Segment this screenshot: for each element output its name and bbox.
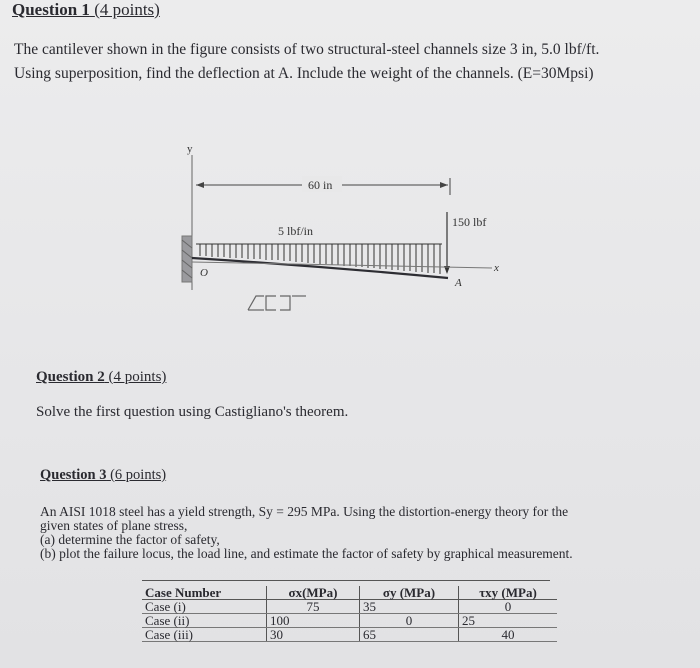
question-2-heading (36, 369, 166, 386)
x-axis-label: x (494, 262, 499, 274)
question-1-number: Question 1 (12, 0, 90, 19)
question-3-text-line-1: An AISI 1018 steel has a yield strength, Sy = 295 MPa. Using the distortion-energy theory for the (40, 504, 569, 519)
table-row (142, 600, 557, 614)
table-header-row (142, 586, 557, 600)
question-3-text-line-4: (b) plot the failure locus, the load line, and estimate the factor of safety by graphical measurement. (40, 546, 573, 561)
cell-sigma-x: 30 (267, 628, 360, 642)
question-3-number: Question 3 (40, 467, 107, 483)
header-sigma-x: σx(MPa) (267, 586, 360, 600)
question-3-heading (40, 467, 166, 484)
cell-case: Case (i) (142, 600, 267, 614)
question-1-text-line-2: Using superposition, find the deflection at A. Include the weight of the channels. (E=30Mpsi) (14, 65, 594, 82)
cell-case: Case (iii) (142, 628, 267, 642)
point-load-label: 150 lbf (452, 215, 487, 229)
y-axis-label: y (187, 143, 193, 155)
cell-sigma-x: 100 (267, 614, 360, 628)
span-arrow-right (440, 182, 448, 188)
origin-label: O (200, 267, 208, 279)
question-1-points: (4 points) (94, 0, 160, 19)
question-3-text-line-3: (a) determine the factor of safety, (40, 532, 220, 547)
cantilever-figure (160, 140, 540, 340)
distributed-load-label: 5 lbf/in (278, 224, 313, 238)
question-2-number: Question 2 (36, 369, 105, 385)
header-sigma-y: σy (MPa) (360, 586, 459, 600)
header-case-number: Case Number (142, 586, 267, 600)
table-row (142, 614, 557, 628)
stress-cases-table (142, 586, 557, 642)
question-2-points: (4 points) (108, 369, 167, 385)
channel-section-icon (248, 296, 306, 310)
cell-sigma-y: 0 (360, 614, 459, 628)
table-row (142, 628, 557, 642)
question-3-text-line-2: given states of plane stress, (40, 518, 188, 533)
cell-tau-xy: 40 (459, 628, 558, 642)
span-label: 60 in (308, 178, 333, 192)
question-1-text-line-1: The cantilever shown in the figure consists of two structural-steel channels size 3 in, 5.0 lbf/ft. (14, 41, 600, 58)
header-tau-xy: τxy (MPa) (459, 586, 558, 600)
point-a-label: A (455, 277, 462, 289)
cell-tau-xy: 25 (459, 614, 558, 628)
cell-sigma-x: 75 (267, 600, 360, 614)
question-2-text: Solve the first question using Castigliano's theorem. (36, 404, 349, 420)
span-arrow-left (196, 182, 204, 188)
cell-case: Case (ii) (142, 614, 267, 628)
cell-sigma-y: 65 (360, 628, 459, 642)
cantilever-diagram (160, 140, 540, 340)
wall-support (182, 236, 192, 282)
cell-sigma-y: 35 (360, 600, 459, 614)
cell-tau-xy: 0 (459, 600, 558, 614)
question-3-points: (6 points) (110, 467, 167, 483)
question-1-heading (12, 0, 160, 20)
distributed-load-arrows (196, 244, 442, 274)
